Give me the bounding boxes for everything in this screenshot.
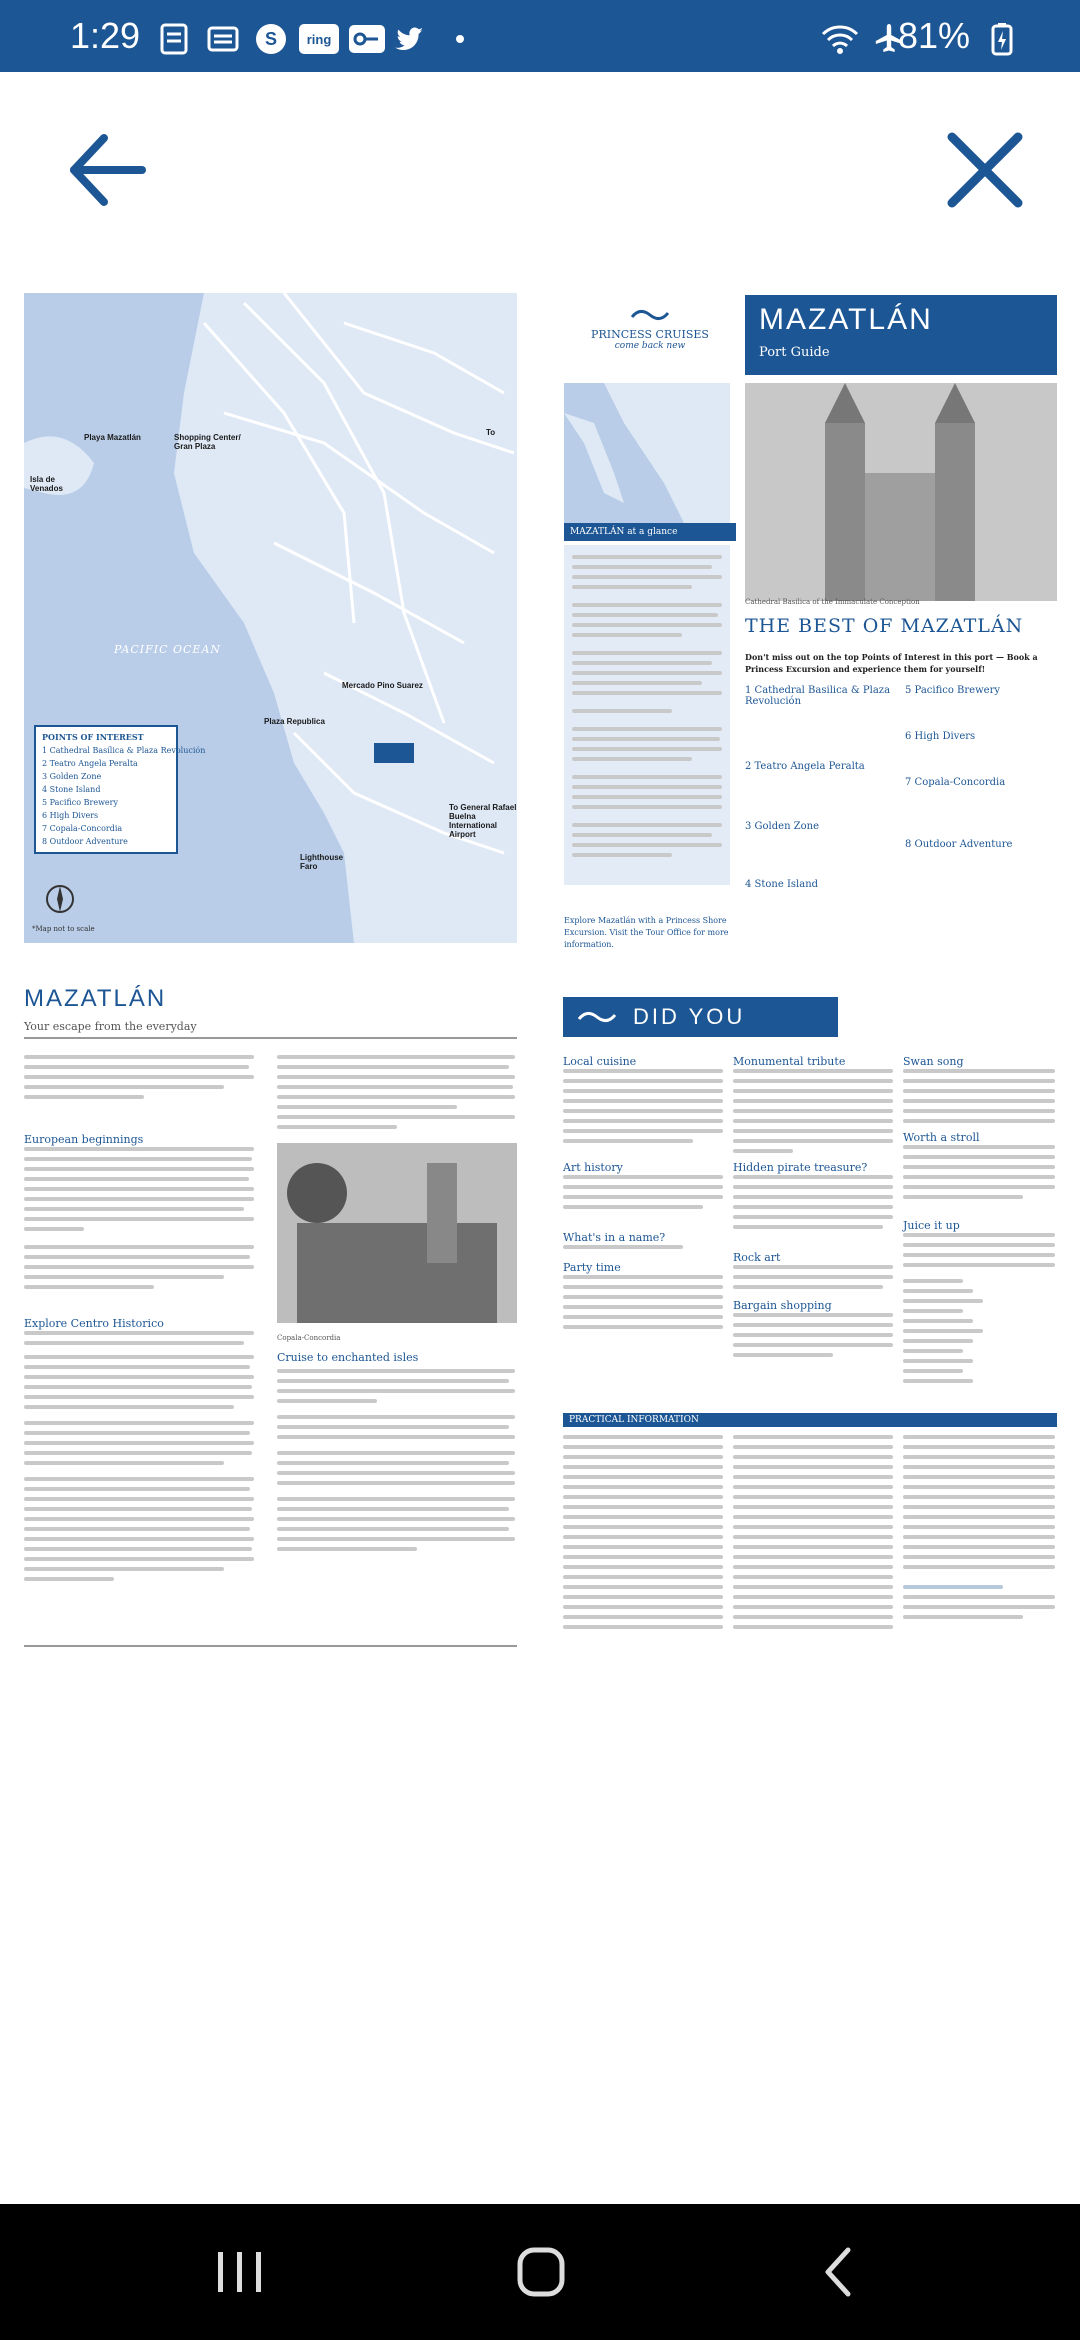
best-item: 6 High Divers: [905, 731, 976, 742]
wave-logo-icon: [630, 307, 670, 325]
copala-image: [277, 1143, 517, 1323]
cathedral-photo: [745, 383, 1057, 601]
map-label: Lighthouse Faro: [300, 853, 344, 871]
section-heading: Explore Centro Historico: [24, 1317, 164, 1330]
svg-text:S: S: [264, 29, 278, 49]
home-button[interactable]: [500, 2240, 580, 2304]
ring-icon: [298, 22, 340, 56]
copala-caption: Copala-Concordia: [277, 1334, 341, 1342]
inset-map-graphic: [564, 383, 730, 523]
dyk-text: [563, 1069, 1057, 1399]
port-map: [24, 293, 517, 943]
dot-icon: [448, 22, 482, 56]
poi-title: POINTS OF INTEREST: [42, 732, 144, 742]
poi-item: 5 Pacifico Brewery: [42, 798, 119, 807]
map-label: Plaza Republica: [264, 717, 325, 726]
dyk-title: DID YOU KNOW?: [633, 1004, 746, 1069]
dyk-heading: What's in a name?: [563, 1231, 666, 1244]
cover-title: MAZATLÁN: [759, 303, 933, 336]
dyk-heading: Hidden pirate treasure?: [733, 1161, 868, 1174]
article-text-col1: [24, 1055, 264, 1635]
home-icon: [500, 2240, 580, 2304]
dyk-heading: Bargain shopping: [733, 1299, 832, 1312]
dyk-heading: Swan song: [903, 1055, 964, 1068]
best-item: 4 Stone Island: [745, 879, 819, 890]
practical-text: [563, 1435, 1057, 1645]
cast-icon: [206, 22, 240, 56]
brand-name: PRINCESS CRUISES: [591, 328, 709, 341]
practical-header: PRACTICAL INFORMATION: [563, 1413, 1057, 1427]
poi-item: 1 Cathedral Basílica & Plaza Revolución: [42, 746, 206, 755]
article-text-col2-bottom: [277, 1369, 517, 1629]
inset-map: [564, 383, 730, 538]
dyk-heading: Party time: [563, 1261, 621, 1274]
s-app-icon: [254, 22, 288, 56]
dyk-heading: Juice it up: [903, 1219, 960, 1232]
best-of-intro: Don't miss out on the top Points of Interest in this port — Book a Princess Excursion and experience them for yourself!: [745, 652, 1038, 674]
explore-link[interactable]: Explore Mazatlán with a Princess Shore Excursion. Visit the Tour Office for more information.: [564, 916, 729, 949]
poi-item: 7 Copala-Concordia: [42, 824, 123, 833]
cathedral-image: [745, 383, 1057, 601]
svg-text:ring: ring: [306, 32, 332, 47]
poi-item: 2 Teatro Angela Peralta: [42, 759, 138, 768]
poi-item: 8 Outdoor Adventure: [42, 837, 128, 846]
twitter-icon: [392, 22, 426, 56]
system-back-button[interactable]: [800, 2240, 880, 2304]
battery-percent: 81%: [897, 15, 970, 56]
best-item: 1 Cathedral Basilica & Plaza Revolución: [745, 685, 891, 707]
wifi-icon: [820, 22, 860, 56]
best-item: 7 Copala-Concordia: [905, 777, 1006, 788]
best-item: 3 Golden Zone: [745, 821, 820, 832]
poi-legend: [34, 725, 206, 854]
system-nav-bar: [0, 2204, 1080, 2340]
best-item: 2 Teatro Angela Peralta: [745, 761, 865, 772]
best-item: 5 Pacifico Brewery: [905, 685, 1001, 696]
wave-logo-icon: [577, 1007, 617, 1027]
recents-button[interactable]: [200, 2240, 280, 2304]
map-label: Isla de Venados: [30, 475, 63, 493]
dyk-heading: Rock art: [733, 1251, 781, 1264]
cover-subtitle: Port Guide: [759, 345, 830, 360]
map-label: To: [486, 428, 496, 437]
poi-item: 6 High Divers: [42, 811, 99, 820]
best-of-title: THE BEST OF MAZATLÁN: [745, 615, 1024, 637]
inside-title: MAZATLÁN: [24, 985, 167, 1012]
dyk-heading: Monumental tribute: [733, 1055, 846, 1068]
poi-item: 4 Stone Island: [42, 785, 101, 794]
map-scale-note: *Map not to scale: [32, 925, 95, 933]
battery-icon: [990, 22, 1014, 56]
notes-icon: [157, 22, 191, 56]
map-label: Playa Mazatlán: [84, 433, 141, 442]
divider: [24, 1645, 517, 1647]
divider: [24, 1037, 517, 1039]
copala-photo: [277, 1143, 517, 1323]
section-heading: Cruise to enchanted isles: [277, 1351, 419, 1364]
cover-title-box: [745, 295, 1057, 375]
article-text-col2-top: [277, 1055, 517, 1135]
arrow-left-icon: [60, 120, 160, 220]
princess-logo: [565, 307, 735, 367]
map-label: Mercado Pino Suarez: [342, 681, 423, 690]
status-bar: [0, 0, 1080, 72]
dyk-heading: Art history: [563, 1161, 623, 1174]
brand-tagline: come back new: [614, 341, 686, 351]
recents-icon: [200, 2240, 280, 2304]
map-label: Shopping Center/ Gran Plaza: [174, 433, 241, 451]
ocean-label: PACIFIC OCEAN: [114, 643, 222, 656]
inside-subtitle: Your escape from the everyday: [24, 1020, 197, 1033]
chevron-left-icon: [800, 2240, 880, 2304]
dyk-heading: Local cuisine: [563, 1055, 637, 1068]
dyk-heading: Worth a stroll: [903, 1131, 980, 1144]
back-button[interactable]: [60, 120, 160, 220]
glance-header: MAZATLÁN at a glance: [564, 523, 736, 541]
best-item: 8 Outdoor Adventure: [905, 839, 1013, 850]
compass-icon: [44, 883, 76, 915]
status-time: 1:29: [70, 15, 141, 56]
section-heading: European beginnings: [24, 1133, 144, 1146]
key-icon: [348, 22, 386, 56]
close-button[interactable]: [940, 125, 1030, 215]
glance-body: [564, 545, 730, 885]
close-icon: [940, 125, 1030, 215]
document-page[interactable]: [0, 285, 1080, 1650]
poi-item: 3 Golden Zone: [42, 772, 102, 781]
map-label: To General Rafael Buelna International Airport: [449, 803, 517, 839]
cathedral-caption: Cathedral Basilica of the Immaculate Conception: [745, 598, 920, 606]
